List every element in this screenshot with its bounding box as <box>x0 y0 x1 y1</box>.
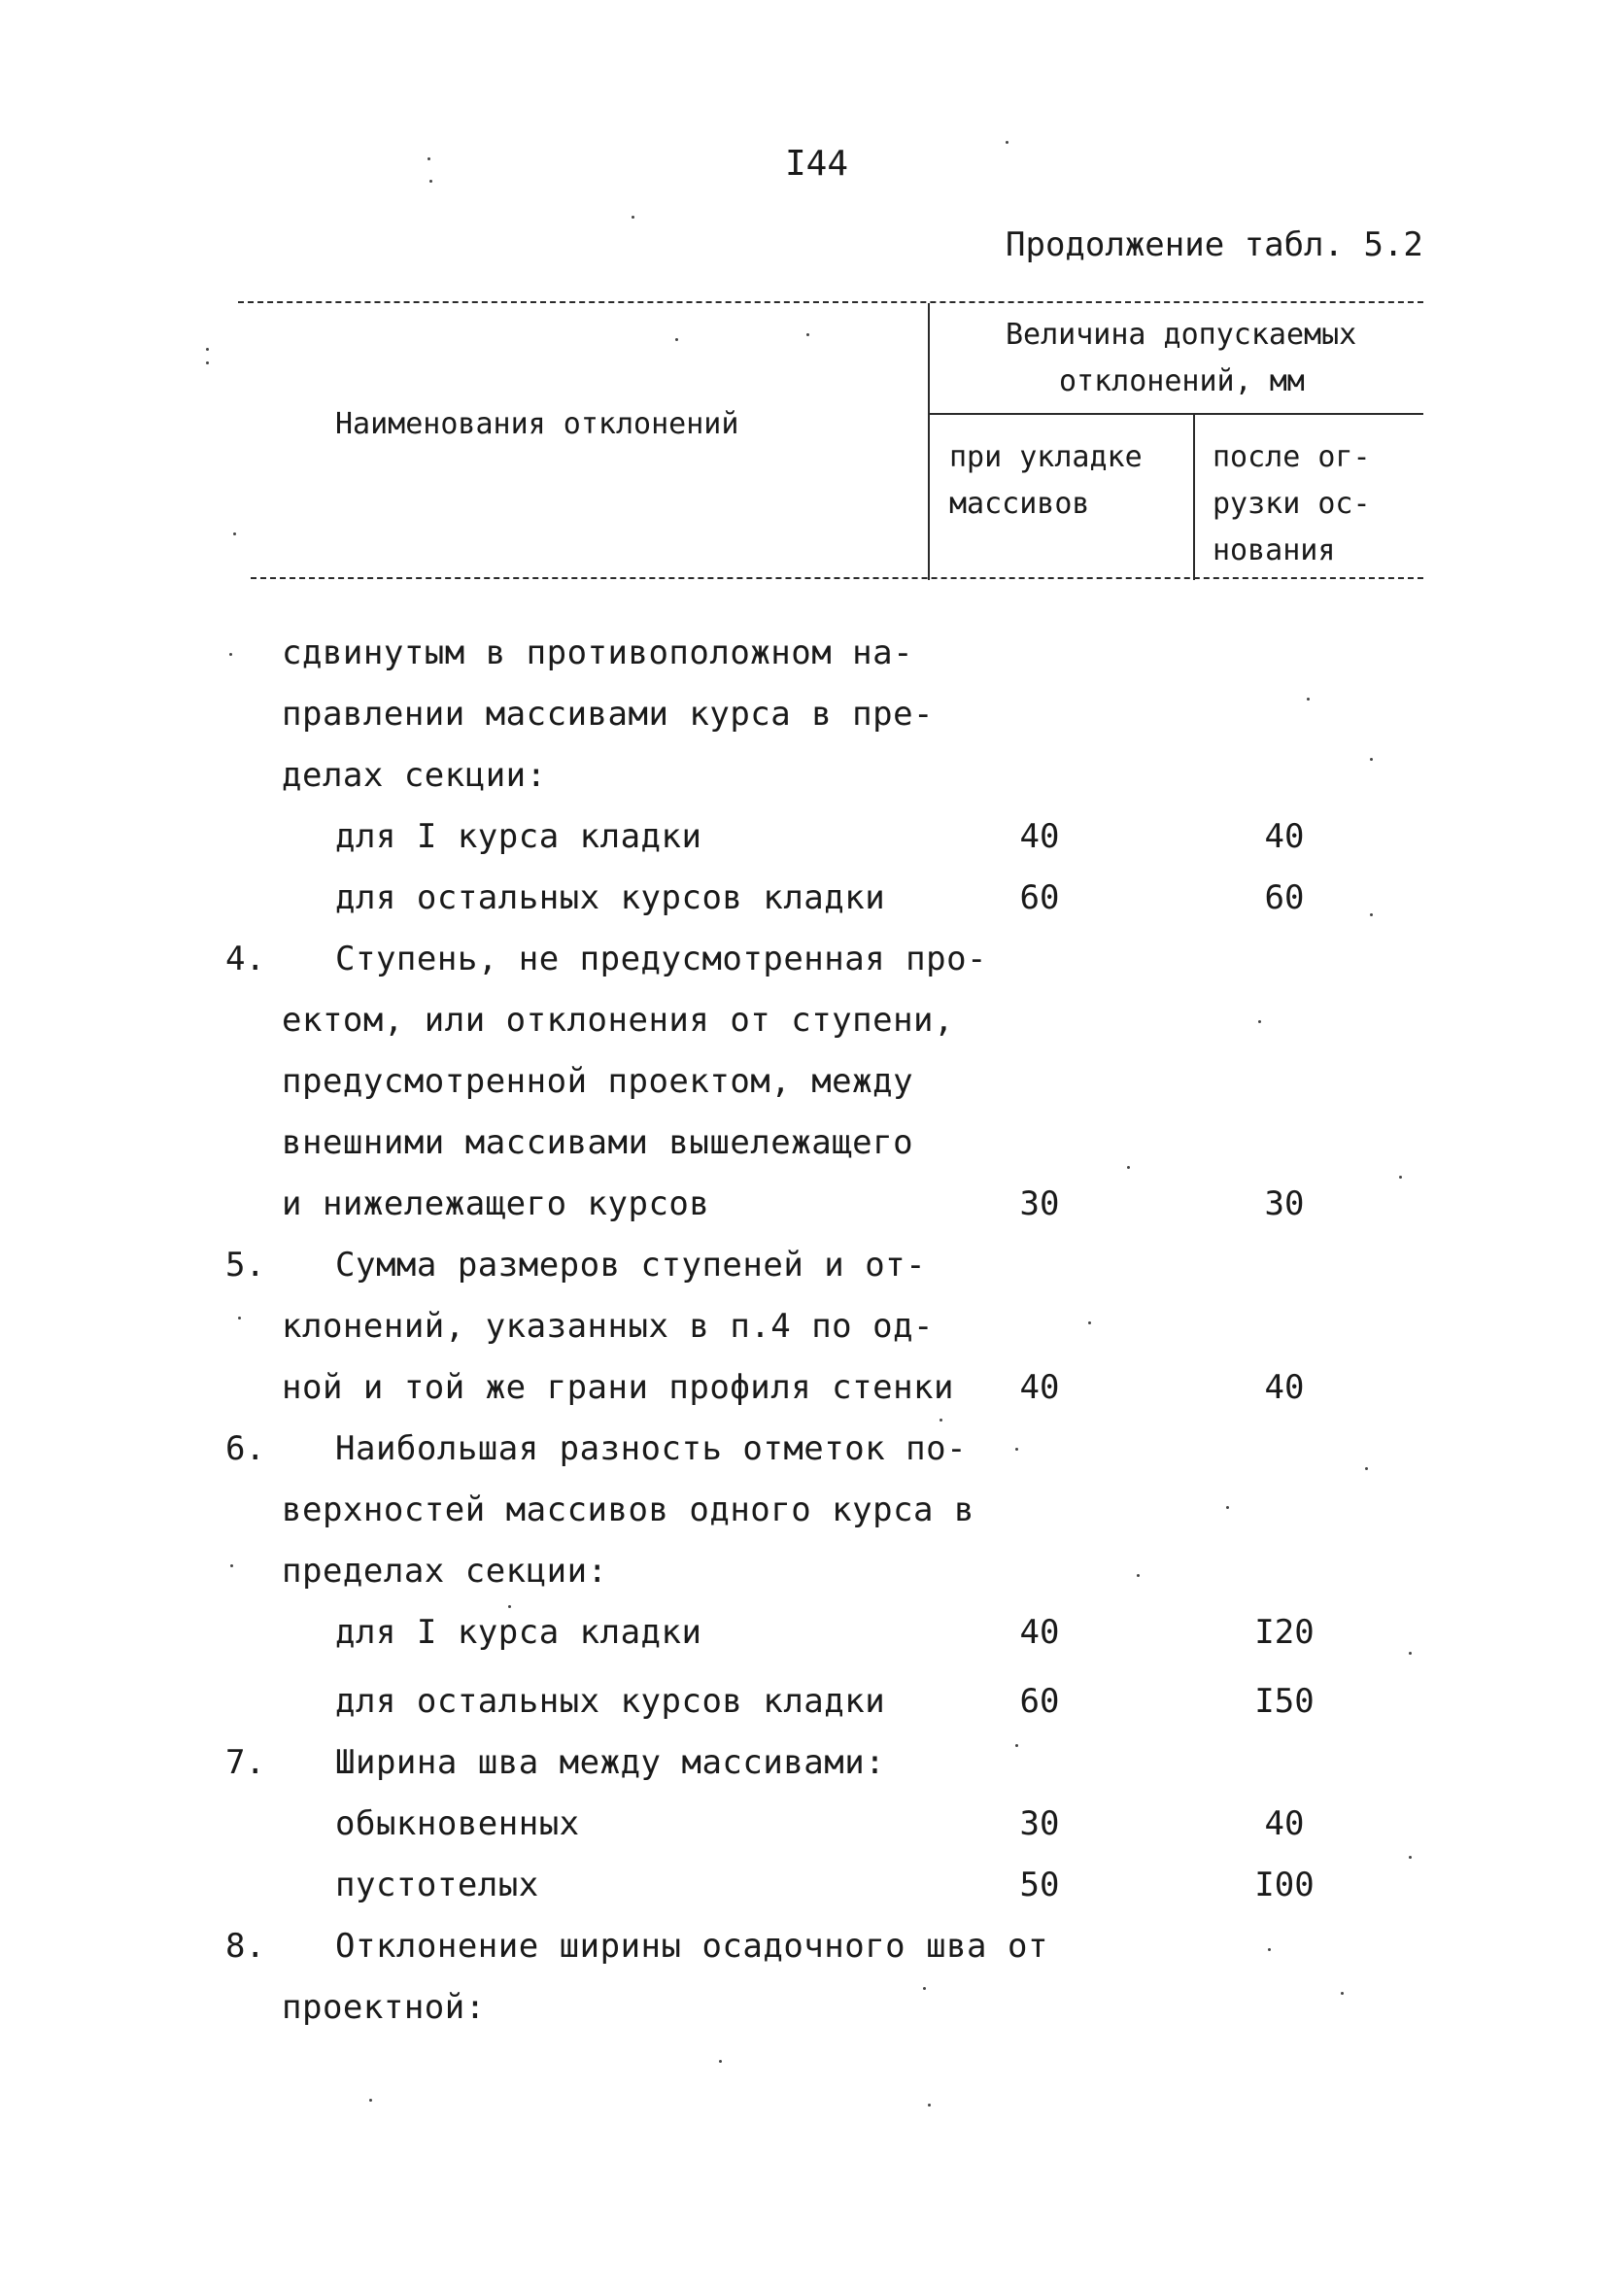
header-col-b-line2: рузки ос- <box>1213 487 1371 521</box>
row-text: сдвинутым в противоположном на- <box>282 634 914 672</box>
table-continuation-caption: Продолжение табл. 5.2 <box>1006 225 1423 264</box>
row-text: верхностей массивов одного курса в <box>282 1491 974 1529</box>
scan-speck <box>1409 1652 1412 1655</box>
value-after-settling: 40 <box>1264 817 1305 856</box>
scan-speck <box>1399 1176 1402 1179</box>
header-top-rule <box>238 301 1423 303</box>
row-text: предусмотренной проектом, между <box>282 1062 914 1101</box>
row-text: делах секции: <box>282 756 547 795</box>
scan-speck <box>1365 1467 1368 1470</box>
row-text: для остальных курсов кладки <box>335 878 886 917</box>
value-at-laying: 40 <box>1019 1613 1060 1652</box>
row-text: Наибольшая разность отметок по- <box>335 1429 968 1468</box>
row-text: Сумма размеров ступеней и от- <box>335 1246 927 1285</box>
row-text: пустотелых <box>335 1866 539 1904</box>
scan-speck <box>508 1605 511 1608</box>
value-after-settling: 60 <box>1264 878 1305 917</box>
header-group-line1: Величина допускаемых <box>1006 318 1357 352</box>
scan-speck <box>1006 141 1008 144</box>
header-bottom-rule <box>251 577 1423 579</box>
header-group-line2: отклонений, мм <box>1059 364 1305 398</box>
scan-speck <box>1370 913 1373 916</box>
row-text: ной и той же грани профиля стенки <box>282 1368 955 1407</box>
scan-speck <box>928 2104 931 2107</box>
scan-speck <box>1015 1744 1018 1747</box>
value-after-settling: I50 <box>1254 1682 1315 1721</box>
scan-speck <box>632 216 634 219</box>
scan-speck <box>1409 1856 1412 1859</box>
scan-speck <box>369 2099 372 2102</box>
scan-speck <box>229 653 232 656</box>
scan-speck <box>233 532 236 535</box>
value-at-laying: 30 <box>1019 1804 1060 1843</box>
scan-speck <box>238 1317 241 1319</box>
scan-speck <box>1258 1020 1261 1023</box>
row-text: правлении массивами курса в пре- <box>282 695 935 734</box>
row-text: проектной: <box>282 1988 486 2027</box>
scan-speck <box>1226 1506 1229 1509</box>
header-subcolumn-divider <box>1193 415 1195 580</box>
row-text: Отклонение ширины осадочного шва от <box>335 1927 1048 1966</box>
scan-speck <box>1307 698 1310 701</box>
row-text: ектом, или отклонения от ступени, <box>282 1001 955 1040</box>
page-number: I44 <box>785 144 849 184</box>
row-text: для остальных курсов кладки <box>335 1682 886 1721</box>
scan-speck <box>206 361 209 364</box>
scan-speck <box>940 1419 942 1422</box>
value-at-laying: 40 <box>1019 817 1060 856</box>
row-text: обыкновенных <box>335 1804 580 1843</box>
row-text: внешними массивами вышележащего <box>282 1123 914 1162</box>
row-text: клонений, указанных в п.4 по од- <box>282 1307 935 1346</box>
value-after-settling: 30 <box>1264 1184 1305 1223</box>
value-at-laying: 50 <box>1019 1866 1060 1904</box>
item-number: 5. <box>225 1246 265 1285</box>
row-text: Ширина шва между массивами: <box>335 1743 886 1782</box>
value-at-laying: 60 <box>1019 878 1060 917</box>
header-col-b-line3: нования <box>1213 533 1336 567</box>
scan-speck <box>923 1987 926 1990</box>
scan-speck <box>675 338 678 341</box>
scan-speck <box>719 2060 722 2063</box>
scan-speck <box>429 180 432 183</box>
header-deviation-name: Наименования отклонений <box>335 407 739 441</box>
header-col-a-line1: при укладке <box>949 440 1143 474</box>
row-text: пределах секции: <box>282 1552 608 1591</box>
value-at-laying: 30 <box>1019 1184 1060 1223</box>
scan-speck <box>230 1564 233 1567</box>
scan-speck <box>806 333 809 336</box>
header-column-divider <box>928 303 930 580</box>
value-at-laying: 60 <box>1019 1682 1060 1721</box>
scan-speck <box>427 157 430 160</box>
scan-speck <box>1088 1321 1091 1324</box>
header-col-b-line1: после ог- <box>1213 440 1371 474</box>
item-number: 7. <box>225 1743 265 1782</box>
scan-speck <box>1137 1574 1140 1577</box>
value-after-settling: I20 <box>1254 1613 1315 1652</box>
scan-speck <box>1127 1166 1130 1169</box>
value-after-settling: 40 <box>1264 1804 1305 1843</box>
row-text: Ступень, не предусмотренная про- <box>335 940 988 978</box>
scan-speck <box>1268 1948 1271 1951</box>
header-subgroup-rule <box>930 413 1423 415</box>
header-col-a-line2: массивов <box>949 487 1090 521</box>
value-after-settling: I00 <box>1254 1866 1315 1904</box>
row-text: и нижележащего курсов <box>282 1184 710 1223</box>
item-number: 4. <box>225 940 265 978</box>
row-text: для I курса кладки <box>335 1613 702 1652</box>
item-number: 8. <box>225 1927 265 1966</box>
item-number: 6. <box>225 1429 265 1468</box>
value-at-laying: 40 <box>1019 1368 1060 1407</box>
row-text: для I курса кладки <box>335 817 702 856</box>
scan-speck <box>206 348 209 351</box>
scan-speck <box>1015 1448 1018 1451</box>
value-after-settling: 40 <box>1264 1368 1305 1407</box>
scan-speck <box>1341 1992 1344 1995</box>
scan-speck <box>1370 758 1373 761</box>
